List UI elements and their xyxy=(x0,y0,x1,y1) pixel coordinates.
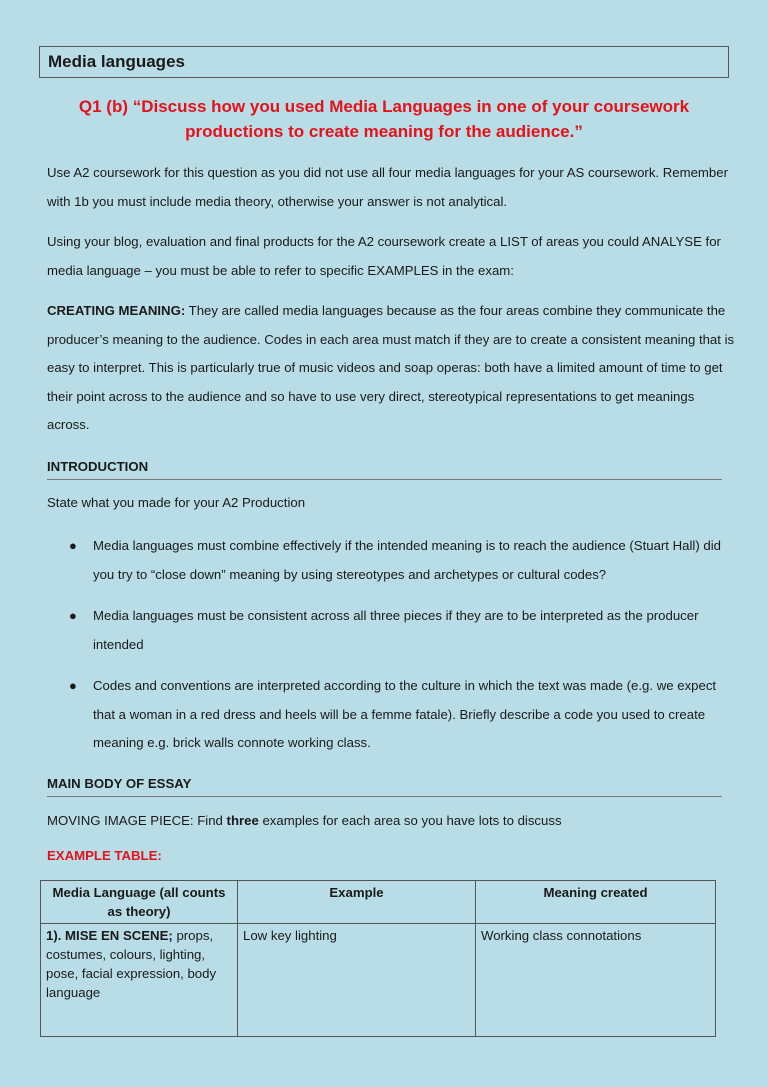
table-header-cell: Meaning created xyxy=(476,881,716,924)
table-header-row xyxy=(41,881,716,924)
introduction-text: State what you made for your A2 Production xyxy=(47,495,306,510)
table-header-cell: Example xyxy=(238,881,476,924)
example-table xyxy=(40,880,716,1037)
bullet-icon: ● xyxy=(69,538,77,553)
intro-paragraph-2: Using your blog, evaluation and final products for the A2 coursework create a LIST of areas you could ANALYSE for media language – you must be able to refer to specific EXAMPLES in the exam: xyxy=(47,234,721,278)
bullet-item: ● Media languages must combine effectively if the intended meaning is to reach the audience (Stuart Hall) did you try to “close down” meaning by using stereotypes and archetypes or cultural codes? xyxy=(47,532,727,589)
bullet-item: ● Codes and conventions are interpreted according to the culture in which the text was made (e.g. we expect that a woman in a red dress and heels will be a femme fatale). Briefly describe a code you used to create meaning e.g. brick walls connote working class. xyxy=(47,672,727,758)
creating-meaning-text: They are called media languages because as the four areas combine they communicate the producer’s meaning to the audience. Codes in each area must match if they are to create a consistent meaning that is easy to interpret. This is particularly true of music videos and soap operas: both have a limited amount of time to get their point across to the audience and so have to use very direct, stereotypical representations to get meanings across. xyxy=(47,303,735,432)
bullet-icon: ● xyxy=(69,678,77,693)
page-title: Media languages xyxy=(39,46,729,78)
main-body-heading: MAIN BODY OF ESSAY xyxy=(47,775,722,797)
table-cell-meaning: Working class connotations xyxy=(476,924,716,1037)
table-header-cell: Media Language (all counts as theory) xyxy=(41,881,238,924)
bullet-icon: ● xyxy=(69,608,77,623)
intro-paragraph-1: Use A2 coursework for this question as you did not use all four media languages for your AS coursework. Remember with 1b you must include media theory, otherwise your answer is not analytical. xyxy=(47,165,728,209)
creating-meaning-label: CREATING MEANING: xyxy=(47,303,186,318)
table-cell-example: Low key lighting xyxy=(238,924,476,1037)
table-cell-language: 1). MISE EN SCENE; props, costumes, colours, lighting, pose, facial expression, body language xyxy=(41,924,238,1037)
essay-question: Q1 (b) “Discuss how you used Media Languages in one of your coursework productions to create meaning for the audience.” xyxy=(78,97,690,141)
bullet-item: ● Media languages must be consistent across all three pieces if they are to be interpreted as the producer intended xyxy=(47,602,727,659)
table-row xyxy=(41,924,716,1037)
introduction-bullet-list xyxy=(47,532,727,771)
example-table-label: EXAMPLE TABLE: xyxy=(47,848,162,863)
creating-meaning-paragraph xyxy=(47,297,737,440)
moving-image-instruction: MOVING IMAGE PIECE: Find three examples for each area so you have lots to discuss xyxy=(47,813,562,828)
introduction-heading: INTRODUCTION xyxy=(47,458,722,480)
